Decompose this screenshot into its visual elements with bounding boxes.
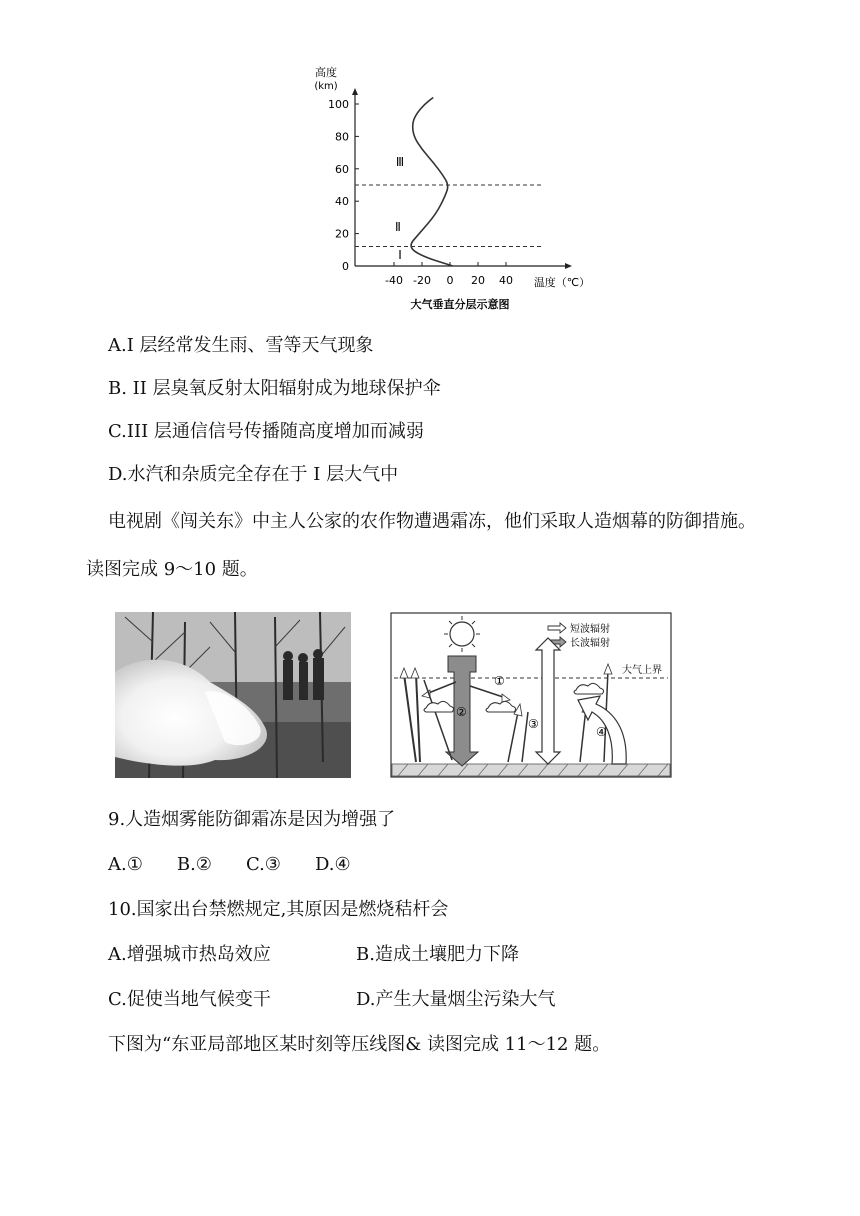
q9-option-d: D.④ bbox=[314, 854, 351, 875]
temperature-curve bbox=[411, 98, 453, 266]
intro-paragraph-line1: 电视剧《闯关东》中主人公家的农作物遭遇霜冻，他们采取人造烟幕的防御措施。 bbox=[108, 511, 756, 532]
q8-option-c: C.III 层通信信号传播随高度增加而减弱 bbox=[108, 421, 424, 442]
ground-surface bbox=[392, 764, 670, 776]
intro-paragraph-line2: 读图完成 9～10 题。 bbox=[86, 559, 258, 580]
q10-option-a: A.增强城市热岛效应 bbox=[108, 944, 271, 965]
q9-option-c: C.③ bbox=[245, 854, 281, 875]
y-axis-unit: (km) bbox=[314, 81, 338, 92]
radiation-diagram bbox=[390, 612, 672, 778]
q9-option-b: B.② bbox=[176, 854, 212, 875]
q8-option-b: B. II 层臭氧反射太阳辐射成为地球保护伞 bbox=[108, 378, 441, 399]
x-tick-label: -20 bbox=[413, 274, 431, 287]
y-tick-label: 0 bbox=[342, 260, 349, 273]
q10-option-d: D.产生大量烟尘污染大气 bbox=[356, 989, 556, 1010]
y-tick-label: 80 bbox=[335, 130, 349, 144]
q9-stem: 9.人造烟雾能防御霜冻是因为增强了 bbox=[108, 809, 396, 830]
questions-11-12-intro: 下图为“东亚局部地区某时刻等压线图& 读图完成 11～12 题。 bbox=[108, 1034, 611, 1055]
upper-boundary-label: 大气上界 bbox=[622, 665, 662, 676]
layer-label-2: Ⅱ bbox=[395, 220, 401, 234]
q10-option-c: C.促使当地气候变干 bbox=[108, 989, 271, 1010]
q10-stem: 10.国家出台禁燃规定,其原因是燃烧秸杆会 bbox=[108, 899, 449, 920]
y-tick-label: 100 bbox=[328, 98, 349, 111]
arrow-label-4: ④ bbox=[596, 725, 607, 739]
arrow-label-3: ③ bbox=[528, 717, 539, 731]
arrow-label-1: ① bbox=[494, 674, 505, 688]
chart-caption: 大气垂直分层示意图 bbox=[410, 298, 510, 311]
atmosphere-layer-chart bbox=[300, 62, 610, 320]
q9-option-a: A.① bbox=[108, 854, 143, 875]
y-tick-label: 20 bbox=[335, 227, 349, 241]
q8-option-d: D.水汽和杂质完全存在于 I 层大气中 bbox=[108, 464, 399, 485]
layer-label-3: Ⅲ bbox=[395, 155, 405, 169]
q8-option-a: A.I 层经常发生雨、雪等天气现象 bbox=[108, 335, 374, 356]
layer-label-1: Ⅰ bbox=[398, 248, 402, 262]
x-axis-label: 温度（℃） bbox=[533, 276, 591, 289]
legend-shortwave: 短波辐射 bbox=[570, 624, 610, 635]
y-axis-label: 高度 bbox=[315, 66, 337, 79]
y-tick-label: 40 bbox=[335, 195, 349, 209]
y-tick-label: 60 bbox=[335, 162, 349, 176]
legend-longwave: 长波辐射 bbox=[570, 638, 610, 649]
arrow-label-2: ② bbox=[456, 705, 467, 719]
q10-option-b: B.造成土壤肥力下降 bbox=[356, 944, 519, 965]
q9-options bbox=[108, 853, 385, 877]
smoke-screen-photo bbox=[115, 612, 351, 778]
x-tick-label: 0 bbox=[446, 274, 454, 287]
x-tick-label: 20 bbox=[471, 274, 485, 287]
x-tick-label: 40 bbox=[499, 274, 513, 287]
x-tick-label: -40 bbox=[385, 274, 403, 287]
